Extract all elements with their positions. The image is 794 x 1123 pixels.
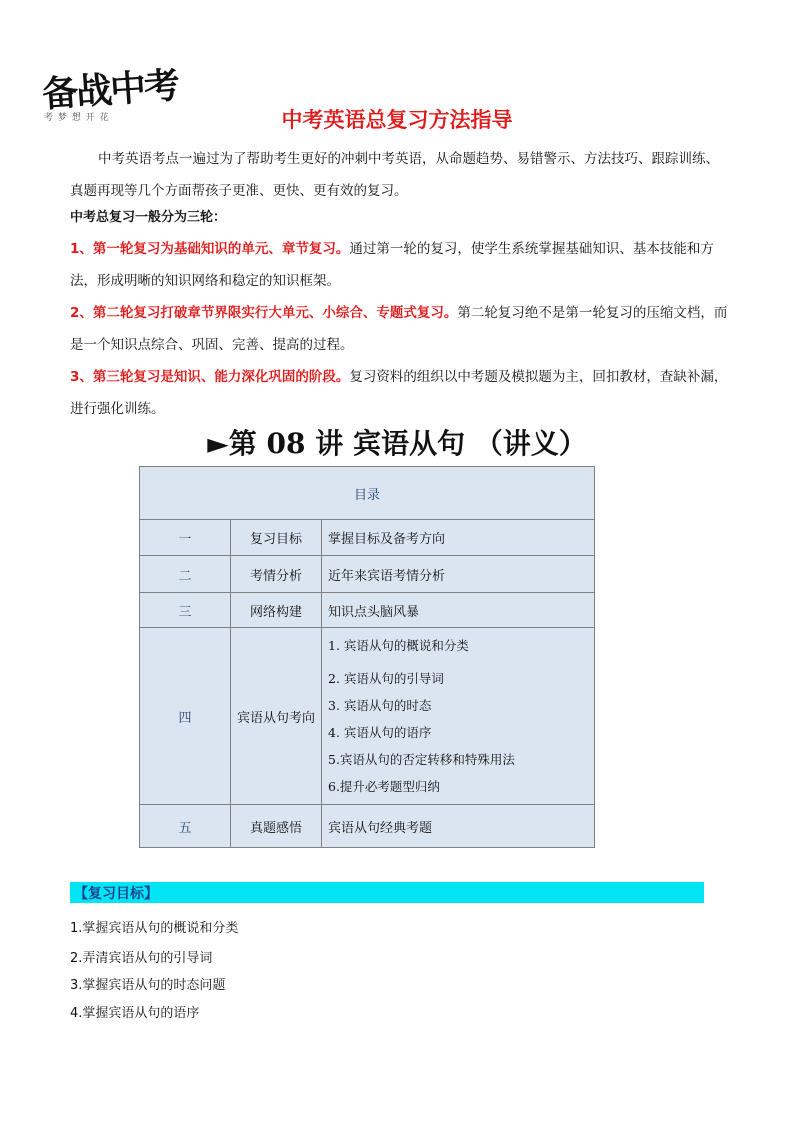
toc-subitem: 1. 宾语从句的概说和分类 [328, 638, 469, 653]
toc-category: 考情分析 [231, 556, 322, 593]
lecture-title: ►第 08 讲 宾语从句 （讲义） [207, 427, 587, 460]
logo-subtitle: 考 梦 想 开 花 [44, 113, 110, 123]
toc-subitem: 5.宾语从句的否定转移和特殊用法 [328, 752, 515, 767]
round-1-paragraph [70, 233, 730, 297]
intro-paragraph: 中考英语考点一遍过为了帮助考生更好的冲刺中考英语，从命题趋势、易错警示、方法技巧、跟踪训练、真题再现等几个方面帮孩子更准、更快、更有效的复习。 [70, 151, 719, 199]
toc-category: 复习目标 [231, 520, 322, 556]
round-1-text: 通过第一轮的复习，使学生系统掌握基础知识、基本技能和方法，形成明晰的知识网络和稳定的知识框架。 [70, 241, 714, 289]
toc-subitem: 6.提升必考题型归纳 [328, 779, 440, 794]
toc-row [140, 556, 595, 593]
toc-content: 知识点头脑风暴 [322, 593, 595, 628]
toc-category: 网络构建 [231, 593, 322, 628]
goal-item: 1.掌握宾语从句的概说和分类 [70, 921, 239, 936]
round-3-text: 复习资料的组织以中考题及模拟题为主，回扣教材，查缺补漏，进行强化训练。 [70, 369, 728, 417]
toc-num: 四 [140, 628, 231, 805]
toc-subitem: 3. 宾语从句的时态 [328, 698, 432, 713]
toc-category: 宾语从句考向 [231, 628, 322, 805]
review-goals-bar [70, 882, 704, 903]
toc-heading: 目录 [140, 467, 595, 520]
rounds-heading: 中考总复习一般分为三轮： [70, 210, 227, 225]
goal-item: 2.弄清宾语从句的引导词 [70, 951, 213, 966]
toc-content: 掌握目标及备考方向 [322, 520, 595, 556]
toc-subitem: 4. 宾语从句的语序 [328, 725, 432, 740]
toc-num: 一 [140, 520, 231, 556]
logo-title: 备战中考 [40, 65, 180, 116]
toc-row [140, 593, 595, 628]
round-2-paragraph [70, 297, 730, 361]
toc-sublist [328, 632, 588, 800]
toc-table [139, 466, 595, 848]
toc-subitem: 2. 宾语从句的引导词 [328, 671, 444, 686]
goal-item: 4.掌握宾语从句的语序 [70, 1006, 200, 1021]
goal-item: 3.掌握宾语从句的时态问题 [70, 978, 226, 993]
toc-content [322, 628, 595, 805]
review-goals-label: 【复习目标】 [74, 886, 158, 902]
page-title: 中考英语总复习方法指导 [281, 108, 513, 132]
round-1-lead: 1、第一轮复习为基础知识的单元、章节复习。 [70, 241, 350, 257]
toc-row [140, 628, 595, 805]
toc-category: 真题感悟 [231, 805, 322, 848]
round-3-lead: 3、第三轮复习是知识、能力深化巩固的阶段。 [70, 369, 350, 385]
toc-header-row [140, 467, 595, 520]
toc-row [140, 805, 595, 848]
toc-num: 五 [140, 805, 231, 848]
round-2-text: 第二轮复习绝不是第一轮复习的压缩文档，而是一个知识点综合、巩固、完善、提高的过程。 [70, 305, 728, 353]
round-3-paragraph [70, 361, 730, 425]
round-2-lead: 2、第二轮复习打破章节界限实行大单元、小综合、专题式复习。 [70, 305, 458, 321]
toc-content: 宾语从句经典考题 [322, 805, 595, 848]
toc-row [140, 520, 595, 556]
toc-content: 近年来宾语考情分析 [322, 556, 595, 593]
toc-num: 三 [140, 593, 231, 628]
toc-num: 二 [140, 556, 231, 593]
